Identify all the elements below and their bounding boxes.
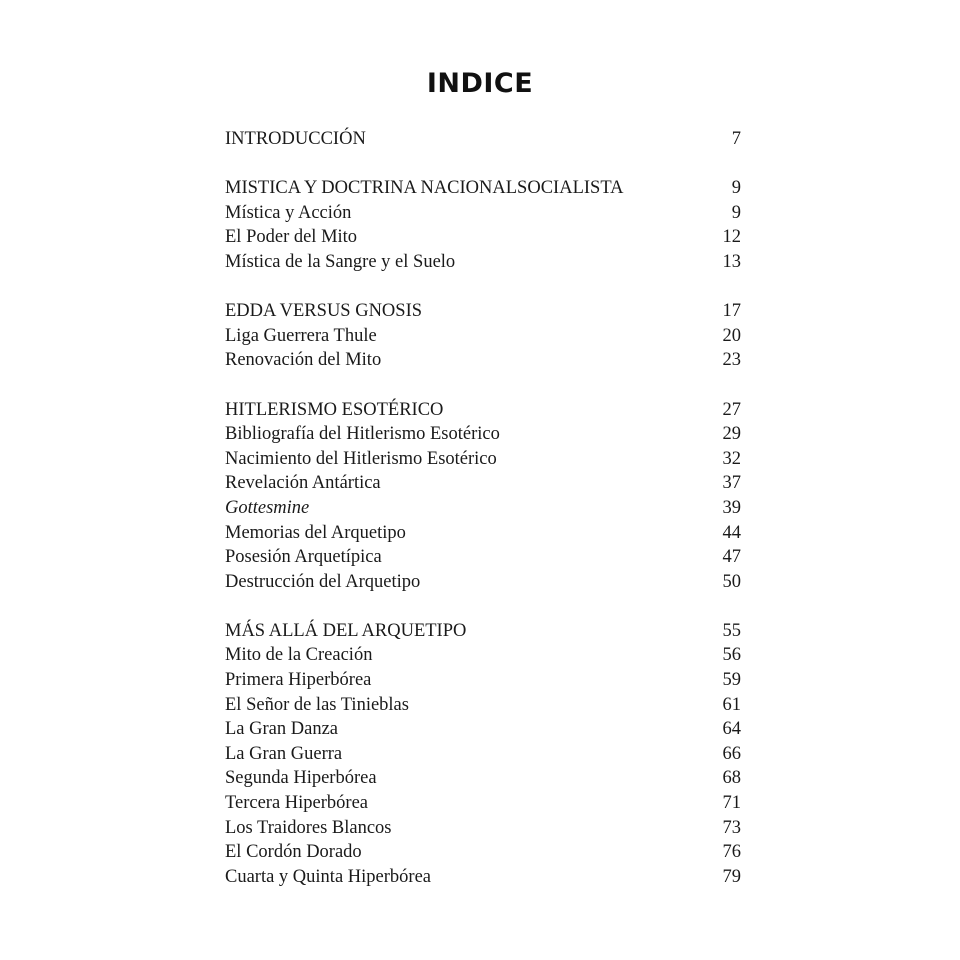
table-of-contents xyxy=(225,127,745,914)
toc-entry-label: La Gran Danza xyxy=(225,719,338,740)
toc-entry-label: Segunda Hiperbórea xyxy=(225,768,377,789)
toc-page-number: 66 xyxy=(722,743,741,764)
toc-page-number: 20 xyxy=(722,325,741,346)
toc-entry-label: Renovación del Mito xyxy=(225,350,382,371)
toc-page-number: 29 xyxy=(722,424,741,445)
toc-entry xyxy=(225,545,745,570)
toc-page-number: 47 xyxy=(722,547,741,568)
toc-entry-label: Liga Guerrera Thule xyxy=(225,325,377,346)
toc-page-number: 64 xyxy=(722,719,741,740)
toc-page-number: 17 xyxy=(722,301,741,322)
toc-entry-label: Revelación Antártica xyxy=(225,473,381,494)
toc-entry-label: Bibliografía del Hitlerismo Esotérico xyxy=(225,424,500,445)
toc-entry-label: Posesión Arquetípica xyxy=(225,547,382,568)
toc-page-number: 68 xyxy=(722,768,741,789)
toc-entry xyxy=(225,693,745,718)
toc-page-number: 13 xyxy=(722,251,741,272)
toc-page-number: 37 xyxy=(722,473,741,494)
toc-section-heading xyxy=(225,398,745,423)
toc-entry-label: Tercera Hiperbórea xyxy=(225,793,369,814)
toc-entry-label: Destrucción del Arquetipo xyxy=(225,571,421,592)
toc-entry-label: Mito de la Creación xyxy=(225,645,373,666)
toc-section xyxy=(225,398,745,595)
toc-entry-label: Mística y Acción xyxy=(225,202,352,223)
toc-section-heading xyxy=(225,127,745,152)
toc-page-number: 12 xyxy=(722,227,741,248)
toc-entry-label: Primera Hiperbórea xyxy=(225,670,372,691)
toc-entry xyxy=(225,471,745,496)
toc-page-number: 73 xyxy=(722,817,741,838)
toc-page-number: 44 xyxy=(722,522,741,543)
toc-page-number: 71 xyxy=(722,793,741,814)
toc-entry xyxy=(225,496,745,521)
toc-section xyxy=(225,176,745,274)
toc-entry xyxy=(225,521,745,546)
toc-entry-label: El Señor de las Tinieblas xyxy=(225,694,409,715)
toc-entry xyxy=(225,324,745,349)
toc-page-number: 59 xyxy=(722,670,741,691)
toc-entry xyxy=(225,668,745,693)
toc-entry-label: MÁS ALLÁ DEL ARQUETIPO xyxy=(225,620,467,641)
toc-entry xyxy=(225,422,745,447)
toc-entry-label: EDDA VERSUS GNOSIS xyxy=(225,301,423,322)
toc-section xyxy=(225,299,745,373)
toc-entry xyxy=(225,570,745,595)
toc-section xyxy=(225,127,745,152)
toc-entry-label: El Poder del Mito xyxy=(225,227,358,248)
toc-page-number: 79 xyxy=(722,866,741,887)
toc-entry xyxy=(225,717,745,742)
toc-entry-label: Mística de la Sangre y el Suelo xyxy=(225,251,456,272)
toc-entry xyxy=(225,840,745,865)
toc-entry xyxy=(225,643,745,668)
toc-page-number: 56 xyxy=(722,645,741,666)
toc-entry-label: El Cordón Dorado xyxy=(225,842,362,863)
page-title: INDICE xyxy=(426,68,534,99)
toc-entry xyxy=(225,201,745,226)
toc-entry-label: Los Traidores Blancos xyxy=(225,817,392,838)
toc-section xyxy=(225,619,745,890)
toc-page-number: 32 xyxy=(722,448,741,469)
toc-entry xyxy=(225,348,745,373)
toc-entry xyxy=(225,865,745,890)
toc-page-number: 9 xyxy=(731,202,741,223)
toc-entry xyxy=(225,766,745,791)
toc-entry-label: Cuarta y Quinta Hiperbórea xyxy=(225,866,431,887)
toc-page-number: 76 xyxy=(722,842,741,863)
toc-entry-label: La Gran Guerra xyxy=(225,743,343,764)
toc-entry xyxy=(225,250,745,275)
toc-entry-label: HITLERISMO ESOTÉRICO xyxy=(225,399,444,420)
toc-page-number: 39 xyxy=(722,497,741,518)
toc-page-number: 23 xyxy=(722,350,741,371)
toc-entry xyxy=(225,225,745,250)
toc-page-number: 7 xyxy=(731,129,741,149)
toc-page-number: 55 xyxy=(722,620,741,641)
toc-page-number: 50 xyxy=(722,571,741,592)
toc-entry-label: Memorias del Arquetipo xyxy=(225,522,406,543)
toc-page-number: 61 xyxy=(722,694,741,715)
toc-entry-label: Nacimiento del Hitlerismo Esotérico xyxy=(225,448,497,469)
toc-entry xyxy=(225,816,745,841)
toc-entry xyxy=(225,447,745,472)
toc-section-heading xyxy=(225,299,745,324)
toc-page-number: 27 xyxy=(722,399,741,420)
toc-entry-label: MISTICA Y DOCTRINA NACIONALSOCIALISTA xyxy=(225,178,624,199)
toc-page-number: 9 xyxy=(731,178,741,199)
toc-entry xyxy=(225,791,745,816)
toc-entry xyxy=(225,742,745,767)
toc-entry-label: INTRODUCCIÓN xyxy=(225,129,366,149)
toc-entry-label: Gottesmine xyxy=(225,497,310,518)
toc-section-heading xyxy=(225,176,745,201)
toc-section-heading xyxy=(225,619,745,644)
